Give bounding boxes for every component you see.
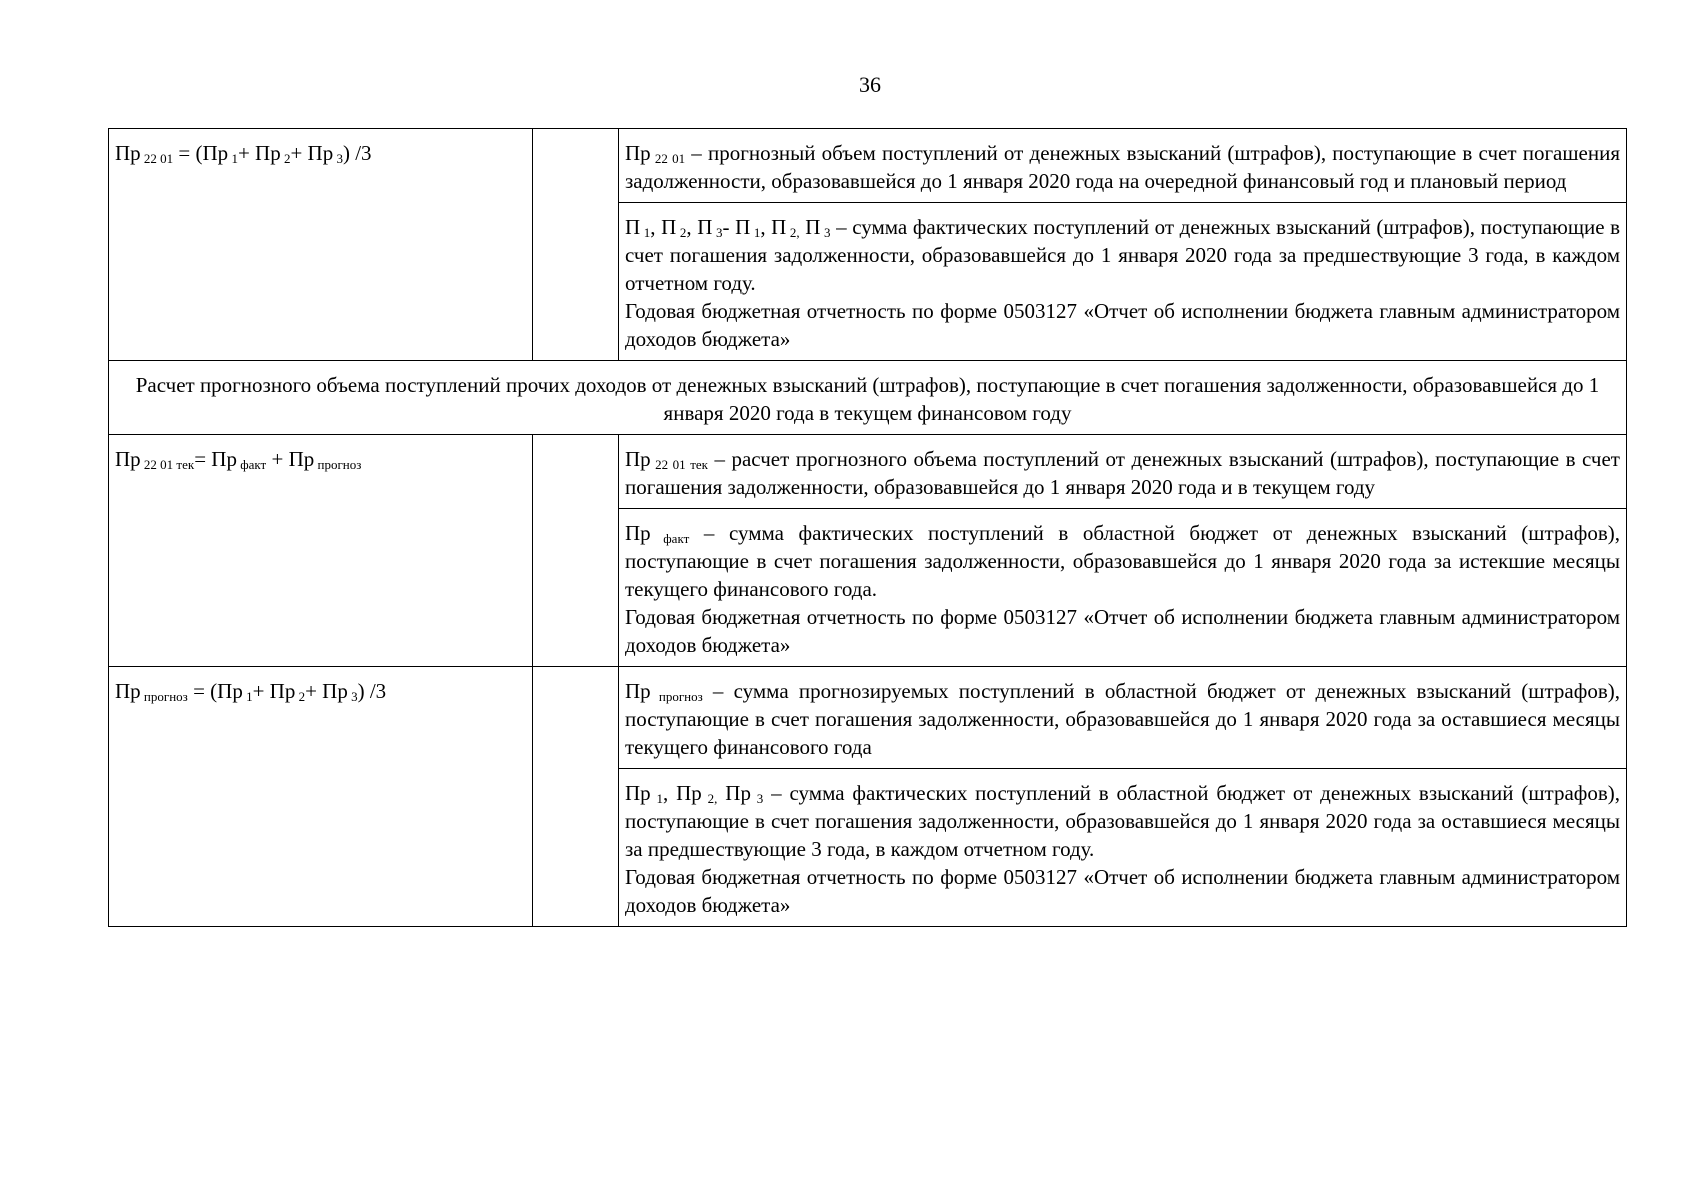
empty-cell [533,667,619,927]
empty-cell [533,435,619,667]
table-row [109,129,1627,203]
formula-table [108,128,1627,927]
source-note: Годовая бюджетная отчетность по форме 0503127 «Отчет об исполнении бюджета главным администратором доходов бюджета» [625,865,1620,917]
description-cell: Пр $_{22 01 тек}$ – расчет прогнозного объема поступлений от денежных взысканий (штрафов), поступающие в счет погашения задолженности, образовавшейся до 1 января 2020 года и в текущем году [619,435,1627,509]
table-row [109,435,1627,509]
section-heading: Расчет прогнозного объема поступлений прочих доходов от денежных взысканий (штрафов), поступающие в счет погашения задолженности, образовавшейся до 1 января 2020 года в текущем финансовом году [109,361,1627,435]
formula-cell: Пр $_{прогноз}$ = (Пр $_1$+ Пр $_2$+ Пр $_3$) /3 [109,667,533,927]
empty-cell [533,129,619,361]
page-number: 36 [859,72,881,97]
formula-cell: Пр $_{22 01 тек}$= Пр $_{факт}$ + Пр $_{прогноз}$ [109,435,533,667]
table-row [109,361,1627,435]
description-cell: П $_1$, П $_2$, П $_3$- П $_1$, П $_{2,}$ П $_3$ – сумма фактических поступлений от денежных взысканий (штрафов), поступающие в счет погашения задолженности, образовавшейся до 1 января 2020 года за предшествующие 3 года, в каждом отчетном году. Годовая бюджетная отчетность по форме 0503127 «Отчет об исполнении бюджета главным администратором доходов бюджета» [619,203,1627,361]
table-row [109,667,1627,769]
description-cell: Пр $_1$, Пр $_{2,}$ Пр $_3$ – сумма фактических поступлений в областной бюджет от денежных взысканий (штрафов), поступающие в счет погашения задолженности, образовавшейся до 1 января 2020 года за оставшиеся месяцы за предшествующие 3 года, в каждом отчетном году. Годовая бюджетная отчетность по форме 0503127 «Отчет об исполнении бюджета главным администратором доходов бюджета» [619,769,1627,927]
source-note: Годовая бюджетная отчетность по форме 0503127 «Отчет об исполнении бюджета главным администратором доходов бюджета» [625,299,1620,351]
description-cell: Пр $_{22 01}$ – прогнозный объем поступлений от денежных взысканий (штрафов), поступающие в счет погашения задолженности, образовавшейся до 1 января 2020 года на очередной финансовый год и плановый период [619,129,1627,203]
source-note: Годовая бюджетная отчетность по форме 0503127 «Отчет об исполнении бюджета главным администратором доходов бюджета» [625,605,1620,657]
description-cell: Пр $_{факт}$ – сумма фактических поступлений в областной бюджет от денежных взысканий (штрафов), поступающие в счет погашения задолженности, образовавшейся до 1 января 2020 года за истекшие месяцы текущего финансового года. Годовая бюджетная отчетность по форме 0503127 «Отчет об исполнении бюджета главным администратором доходов бюджета» [619,509,1627,667]
formula-cell: Пр $_{22 01}$ = (Пр $_1$+ Пр $_2$+ Пр $_3$) /3 [109,129,533,361]
description-cell: Пр $_{прогноз}$ – сумма прогнозируемых поступлений в областной бюджет от денежных взысканий (штрафов), поступающие в счет погашения задолженности, образовавшейся до 1 января 2020 года за оставшиеся месяцы текущего финансового года [619,667,1627,769]
